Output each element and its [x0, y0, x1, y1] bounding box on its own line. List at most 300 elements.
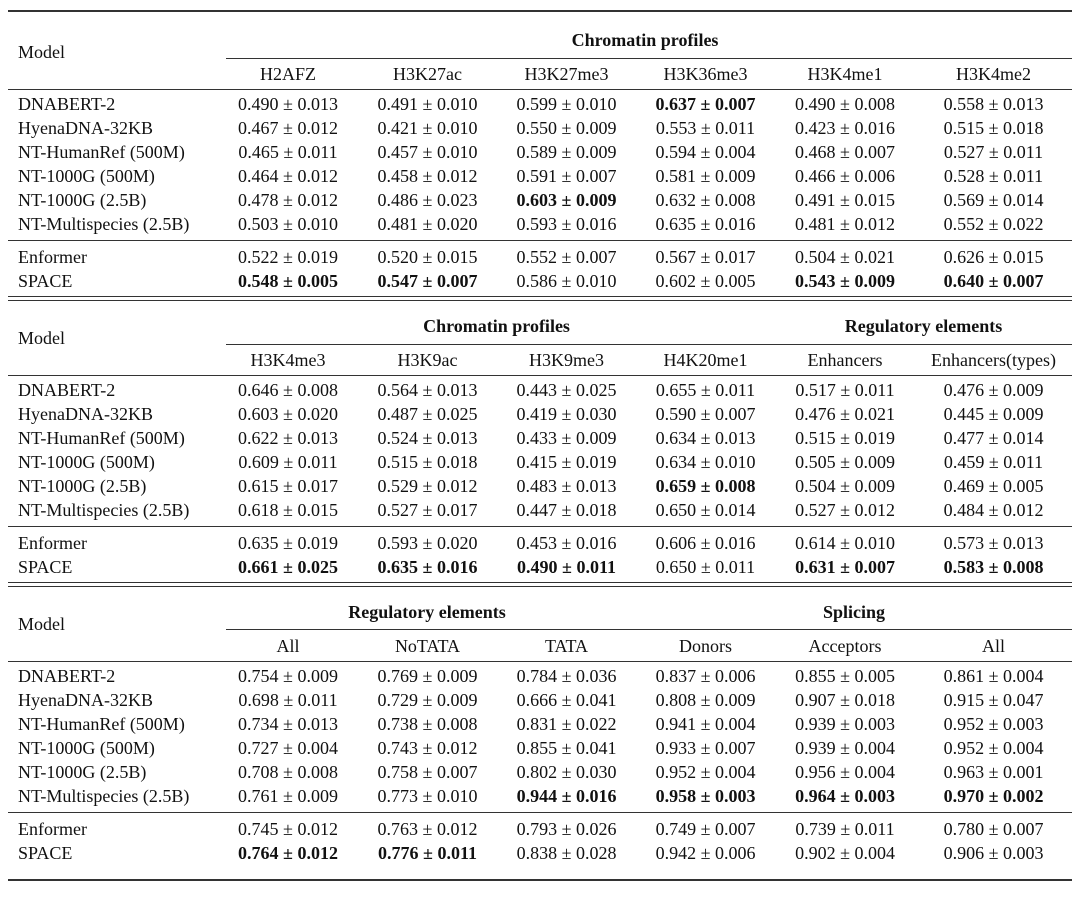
metric-std: 0.011 — [854, 819, 895, 839]
metric-std: 0.030 — [575, 404, 617, 424]
metric-cell — [497, 712, 636, 736]
metric-mean: 0.646 — [238, 380, 279, 400]
metric-std: 0.003 — [1002, 843, 1044, 863]
metric-cell — [218, 426, 358, 450]
plus-minus-symbol: ± — [988, 738, 999, 758]
metric-std: 0.004 — [854, 762, 895, 782]
plus-minus-symbol: ± — [988, 500, 999, 520]
metric-cell — [636, 402, 775, 426]
metric-cell — [636, 817, 775, 841]
metric-cell — [358, 498, 497, 522]
metric-std: 0.025 — [575, 380, 617, 400]
model-name: NT-Multispecies (2.5B) — [18, 500, 190, 520]
metric-mean: 0.517 — [795, 380, 836, 400]
plus-minus-symbol: ± — [422, 786, 433, 806]
metric-std: 0.012 — [436, 819, 478, 839]
metric-mean: 0.626 — [943, 247, 985, 267]
metric-std: 0.004 — [854, 738, 895, 758]
metric-cell — [775, 784, 915, 808]
metric-mean: 0.468 — [795, 142, 836, 162]
metric-mean: 0.622 — [238, 428, 279, 448]
plus-minus-symbol: ± — [840, 452, 850, 472]
plus-minus-symbol: ± — [700, 557, 711, 577]
metric-cell — [218, 784, 358, 808]
metric-std: 0.016 — [575, 533, 617, 553]
metric-std: 0.022 — [1002, 214, 1044, 234]
table-row — [8, 474, 1072, 498]
metric-cell — [218, 164, 358, 188]
metric-cell — [775, 164, 915, 188]
metric-std: 0.016 — [575, 214, 617, 234]
metric-cell — [915, 688, 1072, 712]
plus-minus-symbol: ± — [283, 714, 293, 734]
plus-minus-symbol: ± — [988, 690, 999, 710]
metric-cell — [775, 736, 915, 760]
metric-std: 0.010 — [575, 271, 617, 291]
metric-cell — [218, 92, 358, 116]
metric-mean: 0.415 — [516, 452, 558, 472]
metric-mean: 0.503 — [238, 214, 279, 234]
metric-cell — [775, 402, 915, 426]
metric-mean: 0.964 — [795, 786, 836, 806]
results-section-1 — [8, 14, 1072, 300]
metric-cell — [636, 245, 775, 269]
group-header-row — [8, 14, 1072, 58]
metric-mean: 0.515 — [795, 428, 836, 448]
metric-std: 0.012 — [297, 166, 338, 186]
plus-minus-symbol: ± — [561, 714, 572, 734]
plus-minus-symbol: ± — [422, 214, 433, 234]
metric-mean: 0.734 — [238, 714, 279, 734]
metric-std: 0.004 — [714, 714, 756, 734]
plus-minus-symbol: ± — [283, 247, 293, 267]
metric-cell — [775, 688, 915, 712]
metric-std: 0.009 — [436, 666, 478, 686]
metric-std: 0.005 — [1002, 476, 1044, 496]
metric-cell — [218, 555, 358, 579]
metric-mean: 0.606 — [655, 533, 697, 553]
metric-mean: 0.486 — [377, 190, 419, 210]
metric-mean: 0.802 — [516, 762, 558, 782]
metric-std: 0.007 — [714, 819, 756, 839]
metric-cell — [497, 664, 636, 688]
plus-minus-symbol: ± — [988, 476, 999, 496]
plus-minus-symbol: ± — [700, 843, 711, 863]
plus-minus-symbol: ± — [988, 557, 999, 577]
metric-std: 0.009 — [575, 190, 617, 210]
metric-std: 0.021 — [854, 404, 895, 424]
plus-minus-symbol: ± — [700, 166, 711, 186]
metric-cell — [497, 688, 636, 712]
metric-std: 0.004 — [714, 142, 756, 162]
plus-minus-symbol: ± — [700, 738, 711, 758]
metric-std: 0.016 — [714, 533, 756, 553]
group-header: Splicing — [823, 602, 886, 622]
metric-cell — [915, 140, 1072, 164]
metric-mean: 0.567 — [655, 247, 697, 267]
metric-cell — [358, 531, 497, 555]
metric-mean: 0.634 — [655, 452, 697, 472]
metric-cell — [915, 269, 1072, 293]
metric-cell — [775, 817, 915, 841]
metric-cell — [358, 402, 497, 426]
model-name: NT-1000G (500M) — [18, 452, 155, 472]
plus-minus-symbol: ± — [283, 476, 293, 496]
model-name: DNABERT-2 — [18, 666, 116, 686]
metric-cell — [915, 712, 1072, 736]
model-name: NT-1000G (500M) — [18, 166, 155, 186]
metric-mean: 0.419 — [516, 404, 558, 424]
plus-minus-symbol: ± — [840, 819, 851, 839]
metric-std: 0.009 — [854, 271, 895, 291]
model-column-header: Model — [18, 327, 65, 348]
metric-std: 0.014 — [714, 500, 756, 520]
model-name: HyenaDNA-32KB — [18, 690, 153, 710]
metric-cell — [497, 531, 636, 555]
metric-mean: 0.632 — [655, 190, 697, 210]
metric-std: 0.013 — [297, 714, 338, 734]
metric-std: 0.020 — [297, 404, 338, 424]
table-row — [8, 498, 1072, 522]
metric-std: 0.047 — [1002, 690, 1044, 710]
metric-cell — [358, 474, 497, 498]
plus-minus-symbol: ± — [422, 476, 433, 496]
metric-mean: 0.944 — [516, 786, 558, 806]
plus-minus-symbol: ± — [422, 94, 433, 114]
plus-minus-symbol: ± — [561, 247, 572, 267]
metric-mean: 0.467 — [238, 118, 279, 138]
metric-cell — [775, 116, 915, 140]
plus-minus-symbol: ± — [283, 819, 293, 839]
plus-minus-symbol: ± — [422, 190, 433, 210]
metric-mean: 0.939 — [795, 738, 836, 758]
metric-cell — [358, 555, 497, 579]
metric-cell — [497, 474, 636, 498]
metric-std: 0.009 — [436, 690, 478, 710]
metric-cell — [358, 712, 497, 736]
metric-mean: 0.698 — [238, 690, 279, 710]
metric-mean: 0.942 — [655, 843, 697, 863]
plus-minus-symbol: ± — [840, 404, 850, 424]
metric-cell — [218, 841, 358, 865]
plus-minus-symbol: ± — [561, 786, 572, 806]
metric-std: 0.015 — [1002, 247, 1044, 267]
column-header: H3K9me3 — [529, 349, 604, 370]
metric-cell — [775, 555, 915, 579]
table-row — [8, 841, 1072, 865]
plus-minus-symbol: ± — [840, 533, 850, 553]
metric-mean: 0.445 — [943, 404, 985, 424]
table-row — [8, 402, 1072, 426]
metric-mean: 0.603 — [238, 404, 279, 424]
metric-mean: 0.635 — [238, 533, 279, 553]
metric-mean: 0.743 — [377, 738, 419, 758]
metric-std: 0.017 — [714, 247, 756, 267]
metric-cell — [636, 555, 775, 579]
plus-minus-symbol: ± — [840, 738, 850, 758]
table-row — [8, 817, 1072, 841]
plus-minus-symbol: ± — [561, 819, 572, 839]
metric-std: 0.026 — [575, 819, 617, 839]
metric-std: 0.007 — [714, 404, 756, 424]
metric-cell — [497, 164, 636, 188]
metric-std: 0.009 — [714, 690, 756, 710]
row-spacer — [8, 808, 1072, 817]
metric-std: 0.008 — [854, 94, 895, 114]
metric-mean: 0.780 — [943, 819, 985, 839]
metric-cell — [775, 212, 915, 236]
column-header: All — [982, 635, 1006, 656]
plus-minus-symbol: ± — [422, 166, 433, 186]
metric-std: 0.007 — [714, 738, 756, 758]
metric-cell — [915, 474, 1072, 498]
metric-mean: 0.739 — [795, 819, 836, 839]
metric-cell — [775, 664, 915, 688]
metric-mean: 0.481 — [377, 214, 419, 234]
plus-minus-symbol: ± — [988, 762, 999, 782]
plus-minus-symbol: ± — [561, 214, 572, 234]
metric-mean: 0.447 — [516, 500, 558, 520]
metric-std: 0.012 — [854, 500, 895, 520]
metric-mean: 0.589 — [516, 142, 558, 162]
metric-mean: 0.956 — [795, 762, 836, 782]
metric-cell — [358, 760, 497, 784]
metric-cell — [915, 817, 1072, 841]
metric-std: 0.003 — [854, 714, 895, 734]
metric-std: 0.006 — [714, 666, 756, 686]
metric-cell — [497, 245, 636, 269]
metric-cell — [915, 116, 1072, 140]
metric-std: 0.002 — [1002, 786, 1044, 806]
model-name: HyenaDNA-32KB — [18, 404, 153, 424]
metric-cell — [218, 498, 358, 522]
model-name: SPACE — [18, 557, 73, 577]
plus-minus-symbol: ± — [283, 214, 293, 234]
metric-cell — [636, 688, 775, 712]
metric-mean: 0.453 — [516, 533, 558, 553]
metric-std: 0.022 — [575, 714, 617, 734]
metric-cell — [497, 498, 636, 522]
metric-std: 0.005 — [854, 666, 895, 686]
metric-cell — [358, 736, 497, 760]
metric-cell — [497, 269, 636, 293]
plus-minus-symbol: ± — [283, 452, 294, 472]
plus-minus-symbol: ± — [700, 380, 711, 400]
metric-mean: 0.727 — [238, 738, 279, 758]
metric-mean: 0.593 — [377, 533, 419, 553]
metric-std: 0.041 — [575, 738, 617, 758]
plus-minus-symbol: ± — [840, 666, 850, 686]
metric-std: 0.012 — [436, 166, 478, 186]
metric-std: 0.011 — [715, 557, 756, 577]
metric-mean: 0.527 — [795, 500, 836, 520]
column-header: Acceptors — [808, 635, 882, 656]
metric-cell — [497, 140, 636, 164]
metric-std: 0.006 — [714, 843, 756, 863]
metric-mean: 0.609 — [238, 452, 279, 472]
metric-std: 0.036 — [575, 666, 617, 686]
table-top-rule — [8, 10, 1072, 12]
metric-mean: 0.708 — [238, 762, 279, 782]
metric-mean: 0.952 — [655, 762, 697, 782]
metric-mean: 0.729 — [377, 690, 419, 710]
metric-std: 0.012 — [436, 476, 478, 496]
metric-mean: 0.784 — [516, 666, 558, 686]
group-header: Chromatin profiles — [571, 30, 719, 50]
metric-mean: 0.635 — [377, 557, 419, 577]
plus-minus-symbol: ± — [840, 142, 850, 162]
metric-mean: 0.769 — [377, 666, 419, 686]
metric-cell — [775, 498, 915, 522]
metric-mean: 0.749 — [655, 819, 697, 839]
metric-mean: 0.615 — [238, 476, 279, 496]
model-name: NT-HumanRef (500M) — [18, 714, 185, 734]
group-header-row — [8, 586, 1072, 630]
metric-mean: 0.550 — [516, 118, 558, 138]
metric-std: 0.014 — [1002, 428, 1044, 448]
metric-mean: 0.634 — [655, 428, 697, 448]
plus-minus-symbol: ± — [561, 380, 572, 400]
metric-std: 0.013 — [297, 428, 338, 448]
metric-cell — [636, 426, 775, 450]
metric-std: 0.011 — [715, 380, 756, 400]
metric-mean: 0.963 — [943, 762, 985, 782]
metric-mean: 0.907 — [795, 690, 836, 710]
metric-mean: 0.763 — [377, 819, 419, 839]
metric-mean: 0.504 — [795, 476, 836, 496]
plus-minus-symbol: ± — [700, 819, 711, 839]
plus-minus-symbol: ± — [283, 166, 293, 186]
plus-minus-symbol: ± — [283, 666, 293, 686]
metric-std: 0.010 — [714, 452, 756, 472]
metric-std: 0.019 — [297, 533, 338, 553]
plus-minus-symbol: ± — [840, 380, 851, 400]
plus-minus-symbol: ± — [422, 142, 433, 162]
metric-cell — [497, 817, 636, 841]
column-header: H3K4me2 — [956, 63, 1032, 84]
model-name: NT-1000G (2.5B) — [18, 190, 147, 210]
plus-minus-symbol: ± — [561, 404, 572, 424]
metric-mean: 0.469 — [943, 476, 985, 496]
metric-std: 0.016 — [854, 118, 895, 138]
column-header: H3K4me3 — [250, 349, 326, 370]
metric-mean: 0.490 — [517, 557, 558, 577]
plus-minus-symbol: ± — [561, 166, 572, 186]
plus-minus-symbol: ± — [422, 738, 433, 758]
metric-mean: 0.906 — [943, 843, 985, 863]
metric-cell — [636, 841, 775, 865]
metric-cell — [358, 784, 497, 808]
plus-minus-symbol: ± — [840, 557, 850, 577]
plus-minus-symbol: ± — [840, 214, 850, 234]
plus-minus-symbol: ± — [700, 190, 711, 210]
metric-mean: 0.515 — [943, 118, 985, 138]
table-row — [8, 664, 1072, 688]
metric-std: 0.009 — [575, 428, 617, 448]
plus-minus-symbol: ± — [988, 142, 999, 162]
metric-mean: 0.593 — [516, 214, 558, 234]
metric-std: 0.019 — [854, 428, 895, 448]
metric-cell — [218, 188, 358, 212]
plus-minus-symbol: ± — [988, 714, 999, 734]
metric-cell — [218, 116, 358, 140]
metric-std: 0.013 — [575, 476, 617, 496]
plus-minus-symbol: ± — [422, 247, 433, 267]
metric-mean: 0.515 — [377, 452, 419, 472]
model-name: NT-Multispecies (2.5B) — [18, 786, 190, 806]
metric-std: 0.011 — [297, 142, 338, 162]
metric-cell — [358, 426, 497, 450]
metric-mean: 0.433 — [516, 428, 558, 448]
table-row — [8, 212, 1072, 236]
metric-cell — [497, 841, 636, 865]
plus-minus-symbol: ± — [422, 762, 433, 782]
metric-std: 0.008 — [714, 190, 756, 210]
metric-mean: 0.773 — [377, 786, 419, 806]
group-header: Regulatory elements — [348, 602, 506, 622]
model-name: HyenaDNA-32KB — [18, 118, 153, 138]
metric-mean: 0.915 — [943, 690, 985, 710]
metric-std: 0.010 — [575, 94, 617, 114]
metric-std: 0.007 — [436, 762, 478, 782]
metric-std: 0.020 — [436, 533, 478, 553]
results-section-3 — [8, 586, 1072, 872]
table-row — [8, 688, 1072, 712]
metric-std: 0.013 — [714, 428, 756, 448]
column-header: H3K9ac — [397, 349, 458, 370]
metric-cell — [915, 841, 1072, 865]
plus-minus-symbol: ± — [422, 714, 433, 734]
plus-minus-symbol: ± — [840, 118, 850, 138]
metric-mean: 0.661 — [238, 557, 279, 577]
results-section-2 — [8, 300, 1072, 586]
metric-mean: 0.618 — [238, 500, 279, 520]
metric-std: 0.020 — [436, 214, 478, 234]
model-name: NT-HumanRef (500M) — [18, 428, 185, 448]
metric-cell — [218, 450, 358, 474]
metric-mean: 0.527 — [377, 500, 419, 520]
column-header: NoTATA — [394, 635, 461, 656]
metric-cell — [497, 92, 636, 116]
model-name: SPACE — [18, 271, 73, 291]
plus-minus-symbol: ± — [562, 557, 572, 577]
metric-mean: 0.952 — [943, 714, 985, 734]
metric-std: 0.012 — [297, 843, 338, 863]
metric-std: 0.004 — [714, 762, 756, 782]
metric-mean: 0.590 — [655, 404, 697, 424]
metric-mean: 0.581 — [655, 166, 697, 186]
metric-mean: 0.573 — [943, 533, 985, 553]
model-name: DNABERT-2 — [18, 380, 116, 400]
plus-minus-symbol: ± — [988, 843, 999, 863]
model-name: Enformer — [18, 247, 87, 267]
metric-std: 0.008 — [436, 714, 478, 734]
column-header: H3K27me3 — [524, 63, 609, 84]
metric-cell — [915, 555, 1072, 579]
metric-cell — [636, 784, 775, 808]
plus-minus-symbol: ± — [988, 452, 999, 472]
group-header-row — [8, 300, 1072, 344]
metric-mean: 0.548 — [238, 271, 279, 291]
metric-mean: 0.491 — [377, 94, 419, 114]
metric-std: 0.011 — [1003, 452, 1044, 472]
metric-mean: 0.650 — [655, 557, 697, 577]
metric-mean: 0.776 — [378, 843, 419, 863]
metric-mean: 0.477 — [943, 428, 985, 448]
metric-std: 0.018 — [436, 452, 478, 472]
plus-minus-symbol: ± — [840, 190, 850, 210]
metric-cell — [636, 498, 775, 522]
